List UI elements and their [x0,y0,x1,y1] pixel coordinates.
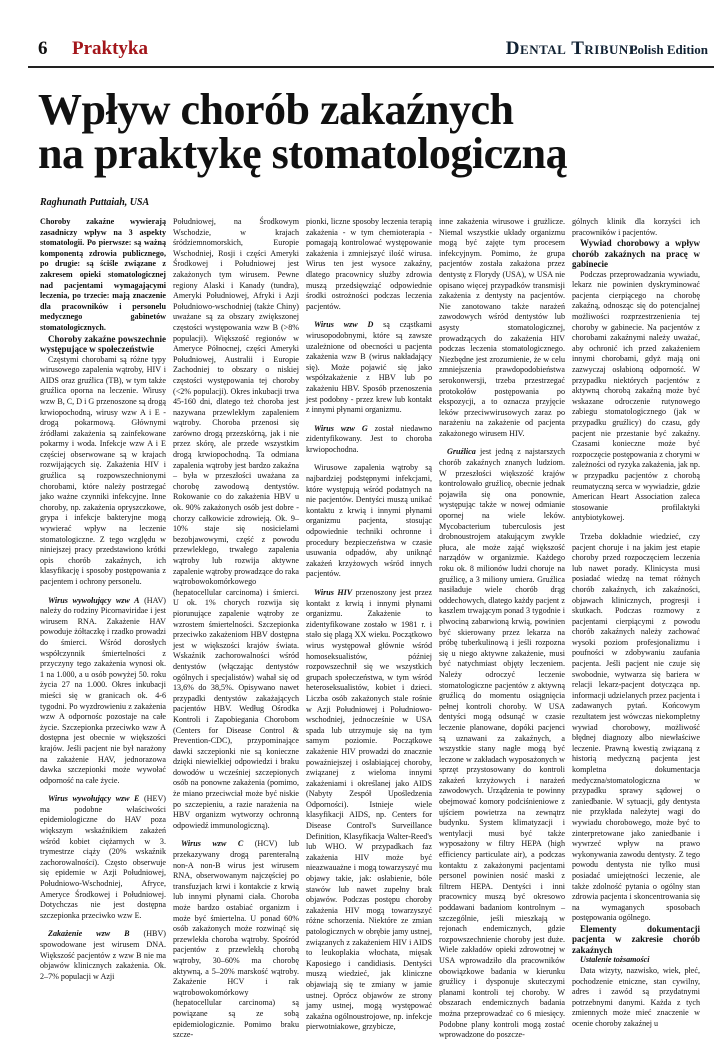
paragraph: Data wizyty, nazwisko, wiek, płeć, pochodzenie etniczne, stan cywilny, adres i zawód są przydatnymi potrzebnymi danymi. Każda z tych zmiennych może mieć znaczenie w ocenie choroby zakaźnej u [572,966,700,1028]
article-title [38,85,698,178]
section-heading: Choroby zakaźne powszechnie występujące w społeczeństwie [40,333,166,355]
sub-heading: Ustalenie tożsamości [580,955,650,965]
section-heading: Elementy dokumentacji pacjenta w zakresie chorób zakaźnych [572,923,700,955]
inline-subhead: Wirus wywołujący wzw A [48,595,140,605]
paragraph: (HAV) należy do rodziny Picornaviridae i jest wirusem RNA. Zakażenie HAV powoduje żółtaczkę i rzadko prowadzi do śmierci. Wśród dorosłych współczynnik śmiertelności z przyczyny tego zakażenia wynosi ok. 1 na 1.000, a u osób powyżej 50. roku życia 27 na 1.000. Okres inkubacji mieści się w granicach ok. 4-6 tygodni. Po wyzdrowieniu z zakażenia wzw A odpornośc pozostaje na całe życie. Szczepionka przeciwko wzw A dostępna jest obecnie w większości krajów. Jeśli pacjent nie był narażony na zakażenie HAV, jednorazowa dawka szczepionki może wywołać odporność na całe życie. [40,595,166,785]
paragraph: Częstymi chorobami są różne typy wirusowego zapalenia wątroby, HIV i AIDS oraz gruźlica (TB), w tym także gruźlica oporna na leczenie. Wirusy wzw B, C, D i G przenoszone są drogą krwiopochodną, wirusy wzw A i E - drogą pokarmową. Głównymi źródłami zakażenia są zainfekowane pokarmy i woda. Infekcje wzw A i E częściej obserwowane są w krajach rozwijających się. Zakażenia HIV i gruźlica są rozpowszechnionymi chorobami, które należy postrzegać jako ważne czynniki infekcyjne. Inne choroby, np. zakażenia opryszczkowe, grypa i infekcje bakteryjne mogą wywierać wpływ na leczenie stomatologiczne. Z tego względu w niniejszej pracy przedstawiono krótki opis chorób zakaźnych, ich klasyfikację i sposoby postępowania z pacjentem i ochrony personelu. [40,354,166,586]
lead-paragraph: Choroby zakaźne wywierają zasadniczy wpływ na 3 aspekty stomatologii. Po pierwsze: są ważną komponentą zdrowia publicznego, po drugie: są ściśle związane z zakresem opieki stomatologicznej nad pacjentami wymagającymi leczenia, po trzecie: mają znaczenie dla pracowników i personelu medycznego gabinetów stomatologicznych. [40,217,166,332]
paragraph: pionki, liczne sposoby leczenia terapią zakażenia - w tym chemioterapia - pomagają kontrolować występowanie zakażenia i zmniejszyć ilość wirusa. Wirus ten jest wysoce zakaźny, dlatego pracownicy służby zdrowia muszą przedsięwziąć odpowiednie środki ostrożności podczas leczenia pacjentów. [306,217,432,311]
paragraph: inne zakażenia wirusowe i grużlicze. Niemal wszystkie układy organizmu mogą być zajęte tym procesem infekcyjnym. Pomimo, że grupa pacjentów została zakażona przez dentystę z Florydy (USA), w USA nie opisano więcej przypadków transmisji zakażenia z dentysty na pacjentów. Nie zanotowano także narażeń zawodowych wśród dentystów lub asysty stomatologicznej, prowadzących do zakażenia HIV podczas leczenia stomatologicznego. Niezbędne jest zrozumienie, że w celu zmniejszenia prawdopodobieństwa serokonwersji, trzeba przestrzegać protokołów postępowania po ekspozycji, a to oznacza przyjęcie leków przeciwwirusowych zaraz po narażeniu na zakażenie od pacjenta zakażonego wirusem HIV. [439,217,565,438]
byline: Raghunath Puttaiah, USA [40,197,150,208]
column-3 [306,217,432,1033]
inline-subhead: Wirus wzw C [181,839,244,849]
paragraph: jest jedną z najstarszych chorób zakaźnych znanych ludziom. W przeszłości większość krajów kontrolowało gruźlicę, obecnie jednak pojawiła się ona ponownie, występując także w nowej odmianie opornej na wiele leków. Mycobacterium tuberculosis jest drobnoustrojem atakującym zwykle płuca, ale może zająć większość narządów w organizmie. Każdego roku ok. 8 milionów ludzi choruje na gruźlicę, a 3 miliony umiera. Gruźlica nasiładuje wiele chorób drąg oddechowych, dlatego każdy pacjent z kaszlem trwającym ponad 3 tygodnie i plwociną zabarwioną krwią, powinien być skierowany przez lekarza na próbę tuberkulinową i jeśli rozpozna się u niego aktywne zakażenie, musi być natychmiast objęty leczeniem. Należy odroczyć leczenie stomatologiczne pacjentów z aktywną gruźlicą do momentu osiągnięcia pełnej kontroli choroby. W USA dentyści mogą odsunąć w czasie leczenie planowane, dopóki pacjenci są uznawani za zakaźnych, a wszystkie stany nagłe mogą być leczone w zakładach wyposażonych w sprzęt przystosowany do kontroli zakażeń krzyżowych i narażeń zawodowych. Urządzenia te powinny obejmować komory podciśnieniowe z ujściem powietrza na zewnątrz budynku. System klimatyzacji i wentylacji musi być także wyposażony w filtry HEPA (high efficiency particulate air), a podczas kontaktu z zakażonymi pacjentami personel powinien nosić maski z filtrem HEPA. Dentyści i inni pracownicy muszą być okresowo poddawani badaniom kontrolnym – szczególnie, jeśli mieszkają w rejonach endemicznych, gdzie rozpowszechnienie choroby jest duże. Wiele zakładów opieki zdrowotnej w USA wprowadziło dla pracowników obowiązkowe badania w kierunku gruźlicy i dysponuje skuteczymi planami kontroli tej choroby. W obszarach endemicznych badania można przeprowadzać co 6 miesięcy. Podobne plany kontroli mogą zostać wprowadzone do poszcze- [439,447,565,1040]
publication-logo: Dental Tribune [505,38,638,59]
inline-subhead: Zakażenie wzw B [48,929,130,939]
column-2 [173,217,299,1041]
column-5 [572,217,700,1030]
paragraph: Trzeba dokładnie wiedzieć, czy pacjent choruje i na jakim jest etapie choroby przed rozpoczęciem leczenia lub nawet porady. Klinicysta musi posiadać wiedzę na temat różnych chorób zakaźnych, ich zakaźności, objawach klinicznych, progresji i skutkach. Podczas rozmowy z pacjentami cierpiącymi z powodu chorób zakaźnych należy zachować wysoki poziom profesjonalizmu i poufności w zdobywaniu zaufania pacjenta. Jeśli pacjent nie czuje się swobodnie, wytwarza się bariera w relacji lekarz-pacjent dotycząca np. informacji udzielanych przez pacjenta i zadawanych pytań. Końcowym rezultatem jest wówczas niekompletny wywiad chorobowy, możliwość błędnej diagnozy albo niewłaściwe leczenie. Prawną kwestią związaną z historią medyczną pacjenta jest kompletna dokumentacja medyczna/stomatologiczna w przypadku sprawy sądowej o zaniedbanie. W sytuacji, gdy dentysta nie przykłada należytej wagi do wywiadu chorobowego, może być to zinterpretowane jako zaniedbanie i wywrzeć wpływ na prawo wykonywania zawodu dentysty. Z tego powodu dentysta nie tylko musi posiadać umiejętności leczenie, ale także zdolność pytania o ogólny stan zdrowia pacjenta i skoncentrowania się na wymaganych sposobach postępowania ogólnego. [572,531,700,923]
inline-subhead: Wirus wzw G [314,423,368,433]
paragraph: Południowej, na Środkowym Wschodzie, w krajach śródziemnomorskich, Europie Wschodniej, Rosji i części Ameryki Środkowej i Południowej jest zakażonych tym wirusem. Pewne regiony Alaski i Kanady (tundra), Ameryki Południowej, Afryki i Azji Południowo-wschodniej (także Chiny) uważane są za obszary zwiększonej częstości występowania wzw B (>8% populacji). Większość regionów w Ameryce Północnej, części Ameryki Południowej, Australii i Europie Zachodniej to obszary o niskiej częstości występowania tej choroby (<2% populacji). Okres inkubacji trwa 45-160 dni, dlatego też choroba jest nazywana przewlekłym zapaleniem wątroby. Choroba przenosi się zarówno drogą przezskórną, jak i nie przez skórę, ale przede wszystkim drogą krwiopochodną. Ta odmiana zapalenia wątroby jest bardzo zakaźna – była w przeszłości uważana za chorobę zawodową dentystów. Rokowanie co do zakażenia HBV u ok. 90% zakażonych osób jest dobre - chorzy całkowicie zdrowieją. Ok. 9–10% staje się nosicielami bezobjawowymi, część z powodu przewlekłego, trwałego zapalenia wątroby lub rozwija aktywne zapalenie wątroby prowadzące do raka wątrobowokomórkowego (hepatocellular carcinoma) i śmierci. U ok. 1% chorych rozwija się piorunujące zapalenie wątroby ze wzrostem śmiertelności. Szczepionka przeciwko zakażeniom HBV dostępna jest w większości krajów świata. Wskaźnik zachorowalności wśród dentystów (włączając dentystów ogólnych i specjalistów) wahał się od 13,6% do 38,5%. Opisywano nawet przypadki dentystów zakażających pacjentów HBV. Według Ośrodka Kontroli i Zapobiegania Chorobom (Centers for Disease Control & Prevention-CDC), przypominające dawki szczepionki nie są konieczne dzięki niewielkiej odpowiedzi i braku dowodów u wcześniej szczepionych osób na ponowne zakażenia (pomimo, że miano przeciwciał może być niskie po szczepieniu, a razie narażenia na HBV organizm wytworzy ochronną odpowiedź immunologiczną). [173,217,299,830]
paragraph: (HBV) spowodowane jest wirusem DNA. Większość pacjentów z wzw B nie ma objawów klinicznych zakażenia. Ok. 2–7% populacji w Azji [40,929,166,981]
column-1 [40,217,166,982]
paragraph: (HEV) ma podobne właściwości epidemiologiczne do HAV poza większym wskaźnikiem zakażeń wśród kobiet ciężarnych w 3. trymestrze ciąży (20% wskaźnik zachorowalności). Często obserwuje się epidemie w Azji Południowej, Południowo-Wschodniej, Afryce, Ameryce Środkowej i Południowej. Dotychczas nie jest dostępna szczepionka przeciwko wzw E. [40,794,166,920]
paragraph: są cząstkami wirusopodobnymi, które są zawsze uzależnione od obecności u pacjenta zakażenia wzw B (wirus nakładający się). Może pojawić się jako współzakażenie z HBV lub po zakażeniu HBV. Sposób przenoszenia jest podobny - przez krew lub kontakt z innymi płynami organizmu. [306,320,432,415]
inline-subhead: Gruźlica [447,447,476,457]
edition-label: Polish Edition [629,42,708,57]
section-heading: Wywiad chorobowy a wpływ chorób zakaźnych na pracę w gabinecie [572,238,700,270]
paragraph: Wirusowe zapalenia wątroby są najbardziej podstępnymi infekcjami, które występują wśród podatnych na nie pacjentów. Dentyści muszą unikać kontaktu z krwią i innymi płynami organizmu pacjenta, stosując odpowiednie techniki ochronne i procedury bezpieczeństwa w czasie usuwania odpadów, aby uniknąć zakażeń krzyżowych wśród innych pacjentów. [306,463,432,579]
inline-subhead: Wirus HIV [314,588,353,597]
paragraph: gólnych klinik dla korzyści ich pracowników i pacjentów. [572,217,700,237]
paragraph: (HCV) lub przekazywany drogą parenteralną non-A non-B wirus jest wirusem RNA, obserwowanym najczęściej po transfuzjach krwi i kontakcie z krwią lub innymi płynami ciała. Choroba może bardzo ostabiać organizm i może być śmiertelna. U ponad 60% osób zakażonych może rozwinąć się przewlekła choroba wątroby. Spośród pacjentów z przewlekłą chorobą wątroby, 30–60% ma chorobę aktywną, a 5–20% marskość wątroby. Zakażenie HCV i rak wątrobowokomórkowy (hepatocellular carcinoma) są powiązane są ze sobą epidemiologicznie. Pomimo braku szcze- [173,839,299,1040]
paragraph: przenoszony jest przez kontakt z krwią i innymi płynami organizmu. Zakażenie to zidentyfikowane zostało w 1981 r. i stało się plagą XX wieku. Początkowo wirus występował głównie wśród homoseksualistów, później rozpowszechnił się we wszystkich grupach społeczeństwa, w tym wśród heteroseksualistów, kobiet i dzieci. Liczba osób zakażonych stale rośnie w Azji Południowej i Południowo-wschodniej, jednocześnie w USA spada lub utrzymuje się na tym samym poziomie. Początkowe zakażenie HIV prowadzi do znacznie powaźniejszej i osłabiającej choroby, związanej z wieloma innymi zakażeniami i określanej jako AIDS (Nabyty Zespół Upośledzenia Odporności). Istnieje wiele klasyfikacji AIDS, np. Centers for Disease Control's Surveillance Definition, Klasyfikacja Walter-Reed's lub WHO. W przypadkach faz zakażenia HIV może być nieazwauażne i mogą towarzyszyć mu objawy takie, jak: osłabienie, bóle stawów lub nawet zupełny brak objawów. Podczas postępu choroby zakażenia HIV mogą towarzyszyć różne schorzenia. Niektóre ze zmian patologicznych w obrębie jamy ustnej, związanych z zakażeniem HIV i AIDS to leukoplakia włochata, mięsak Kaposiego i candidiasis. Dentyści muszą wiedzieć, jak kliniczne objawiają się te zmiany w jamie ustnej. Oprócz objawów ze strony jamy ustnej, mogą występować zakaźna ogólnoustrojowe, np. infekcje pierwotniakowe, grzybicze, [306,588,432,1032]
section-title: Praktyka [72,38,148,59]
title-line-2: na praktykę stomatologiczną [38,129,568,178]
paragraph: został niedawno zidentyfikowany. Jest to choroba krwiopochodna. [306,423,432,454]
inline-subhead: Wirus wzw D [314,320,374,330]
inline-subhead: Wirus wywołujący wzw E [48,794,140,804]
title-line-1: Wpływ chorób zakaźnych [38,85,514,134]
page-number: 6 [38,38,48,59]
page-header [28,38,708,64]
header-rule [28,66,714,68]
column-4 [439,217,565,1041]
paragraph: Podczas przeprowadzania wywiadu, lekarz nie powinien dyskryminować pacjenta cierpiącego na chorobę zakaźną, odnosząc się do potencjalnej możliwości rozprzestrzenienia tej choroby w gabinecie. Na pacjentów z chorobami zakaźnymi należy uważać, aby ochronić ich przed zakażeniem innymi chorobami, gdyż mają oni zazwyczaj osłabioną odporność. W przypadku niektórych pacjentów z aktywną chorobą zakaźną może być wskazane odroczenie rutynowego zabiegu stomatologicznego (jak w przypadku gruźlicy) do czasu, gdy pacjent nie przestanie być zakaźny. Czasami konieczne może być rozpoczęcie postępowania z chorymi w zależności od ryzyka zakażenia, jak np. w przypadku pacjentów z chorobą reumatyczną serca w wywiadzie, gdzie American Heart Association zaleca stosowanie profilaktyki antybiotykowej. [572,269,700,523]
